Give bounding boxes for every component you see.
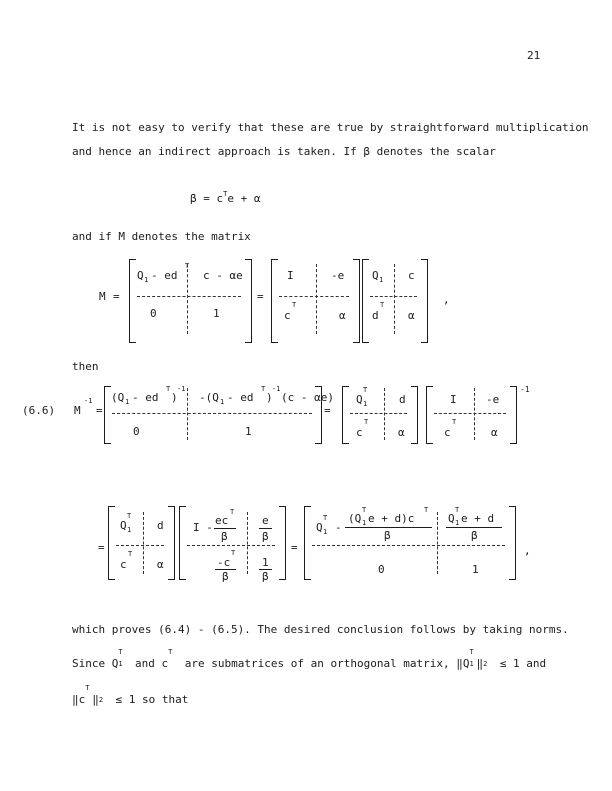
- final-m3-a21: 0: [378, 563, 385, 576]
- final-matrix-3-hdash: [312, 545, 505, 546]
- m-inverse-lhs: M: [74, 404, 81, 417]
- m3-a11-sub: 1: [379, 276, 384, 284]
- para3-norm-close: ‖: [476, 657, 484, 670]
- para3-so-that: ≤ 1 so that: [115, 693, 189, 706]
- eq66-a11-sub: 1: [125, 398, 130, 406]
- eq66-a11-open: (Q: [111, 391, 125, 404]
- para3-and-c: and c: [135, 657, 169, 670]
- eq66-a12-ed: - ed: [227, 391, 254, 404]
- equation-number: (6.6): [22, 404, 56, 417]
- page-number: 21: [527, 49, 541, 62]
- eq66-matrix-3-inverse: -1: [520, 385, 530, 394]
- eq66-m3-a22: α: [491, 426, 498, 439]
- final-m2-a21-num-sup: T: [231, 549, 236, 557]
- final-m1-a12: d: [157, 519, 164, 532]
- final-m1-a11-sup: T: [127, 512, 132, 520]
- m-a11-rest: - ed: [151, 269, 178, 282]
- eq66-a21: 0: [133, 425, 140, 438]
- eq66-m2-a21: c: [356, 426, 363, 439]
- eq66-equals-2: =: [324, 404, 331, 417]
- eq66-a11-ed: - ed: [132, 391, 159, 404]
- final-m3-a11-num-rest: e + d)c: [368, 512, 415, 525]
- final-m3-a12-num: Q: [448, 512, 455, 525]
- m3-a22: α: [408, 309, 415, 322]
- final-matrix-2-vdash: [247, 512, 248, 574]
- final-m2-a21-den: β: [222, 570, 229, 583]
- paragraph-1-line-2: and hence an indirect approach is taken. If β denotes the scalar: [72, 145, 496, 158]
- eq66-a12-sup-t: T: [261, 385, 266, 393]
- m2-a12: -e: [331, 269, 345, 282]
- eq66-m3-a21: c: [444, 426, 451, 439]
- eq66-a12-sub: 1: [220, 398, 225, 406]
- final-comma: ,: [524, 544, 531, 557]
- final-m3-a11-q-sup: T: [323, 514, 328, 522]
- final-m3-a12-num-rest: e + d: [461, 512, 495, 525]
- eq66-a12-rest: (c - αe): [281, 391, 334, 404]
- beta-rhs: e + α: [227, 192, 261, 205]
- final-m3-a11-q: Q: [316, 521, 323, 534]
- para3-q-sub: 1: [118, 660, 123, 668]
- final-m2-a22-num: 1: [262, 556, 269, 569]
- final-m2-a11-fracbar: [214, 528, 236, 529]
- final-m3-a22: 1: [472, 563, 479, 576]
- para3-norm-q-sup: T: [469, 648, 474, 656]
- eq66-a12-sup-inv: -1: [272, 385, 281, 393]
- final-m2-a11-i: I -: [193, 521, 213, 534]
- m3-a12: c: [408, 269, 415, 282]
- m3-a21-sup: T: [380, 301, 385, 309]
- final-m2-a11-num: ec: [215, 514, 229, 527]
- final-equals-1: =: [98, 541, 105, 554]
- paragraph-3-line-1: which proves (6.4) - (6.5). The desired conclusion follows by taking norms.: [72, 623, 569, 636]
- final-m1-a21: c: [120, 558, 127, 571]
- final-m3-a11-num-sub: 1: [362, 519, 367, 527]
- m2-a21-sup: T: [292, 301, 297, 309]
- final-m2-a11-den: β: [221, 530, 228, 543]
- final-matrix-1-vdash: [143, 512, 144, 574]
- m-a11-sup: T: [185, 262, 190, 270]
- final-matrix-3-right-bracket: [509, 506, 516, 580]
- eq66-m2-a21-sup: T: [364, 418, 369, 426]
- para3-q-sup: T: [118, 648, 123, 656]
- final-matrix-2-left-bracket: [179, 506, 186, 580]
- para3-norm-c-close: ‖: [92, 693, 99, 706]
- final-matrix-1-left-bracket: [108, 506, 115, 580]
- beta-sup: T: [223, 190, 228, 198]
- final-m2-a12-num: e: [262, 514, 269, 527]
- final-m3-a11-num-sup: T: [362, 506, 367, 514]
- eq66-m2-a12: d: [399, 393, 406, 406]
- final-m1-a22: α: [157, 558, 164, 571]
- para3-norm-2-sub: 2: [483, 660, 488, 668]
- m-a21: 0: [150, 307, 157, 320]
- m2-a21: c: [284, 309, 291, 322]
- eq66-m2-a11: Q: [356, 393, 363, 406]
- para3-submatrices: are submatrices of an orthogonal matrix, ‖Q: [184, 657, 470, 670]
- paragraph-3-line-2: [72, 648, 547, 671]
- eq66-a22: 1: [245, 425, 252, 438]
- eq66-equals: =: [96, 404, 103, 417]
- eq66-m2-a11-sup: T: [363, 386, 368, 394]
- m-inverse-sup: -1: [84, 397, 93, 405]
- eq66-m2-a22: α: [398, 426, 405, 439]
- final-m2-a12-fracbar: [259, 528, 272, 529]
- final-matrix-1-right-bracket: [168, 506, 175, 580]
- beta-lhs: β = c: [190, 192, 224, 205]
- eq66-m3-a11: I: [450, 393, 457, 406]
- para3-since-q: Since Q: [72, 657, 119, 670]
- final-matrix-1-hdash: [116, 545, 164, 546]
- eq66-a11-sup-t: T: [166, 385, 171, 393]
- paragraph-1-line-1: It is not easy to verify that these are true by straightforward multiplication: [72, 121, 589, 134]
- m-a22: 1: [213, 307, 220, 320]
- paragraph-3-line-3: [72, 684, 189, 707]
- final-matrix-2-right-bracket: [279, 506, 286, 580]
- final-m3-a12-num-sub: 1: [455, 519, 460, 527]
- m3-a11: Q: [372, 269, 379, 282]
- m3-a21: d: [372, 309, 379, 322]
- paragraph-2: and if M denotes the matrix: [72, 230, 251, 243]
- eq66-a11-sup-inv: -1: [177, 385, 186, 393]
- final-equals-2: =: [291, 541, 298, 554]
- final-m1-a21-sup: T: [128, 550, 133, 558]
- final-m3-a11-num-open: (Q: [348, 512, 362, 525]
- final-m3-a12-den: β: [471, 529, 478, 542]
- m-a11-q: Q: [137, 269, 144, 282]
- then-label: then: [72, 360, 99, 373]
- m2-a11: I: [287, 269, 294, 282]
- final-m3-a11-num-sup-2: T: [424, 506, 429, 514]
- eq66-a12-close: ): [266, 391, 273, 404]
- final-m3-a12-fracbar: [446, 527, 502, 528]
- eq66-a11-close: ): [171, 391, 178, 404]
- eq66-m2-a11-sub: 1: [363, 400, 368, 408]
- final-m1-a11-sub: 1: [127, 526, 132, 534]
- final-m3-a11-den: β: [384, 529, 391, 542]
- final-m3-a12-num-sup: T: [455, 506, 460, 514]
- m-a11-sub: 1: [144, 276, 149, 284]
- para3-norm-c-sup: T: [85, 684, 90, 692]
- m-a12: c - αe: [203, 269, 243, 282]
- eq66-m3-a12: -e: [486, 393, 500, 406]
- eq66-a12-open: -(Q: [199, 391, 219, 404]
- m-equals-2: =: [257, 290, 264, 303]
- final-m1-a11: Q: [120, 519, 127, 532]
- m-comma: ,: [443, 293, 450, 306]
- eq66-m3-a21-sup: T: [452, 418, 457, 426]
- final-m3-a11-q-sub: 1: [323, 528, 328, 536]
- m2-a22: α: [339, 309, 346, 322]
- final-m2-a22-den: β: [262, 570, 269, 583]
- final-matrix-3-left-bracket: [304, 506, 311, 580]
- m-symbol: M: [99, 290, 106, 303]
- para3-norm-c: ‖c: [72, 693, 86, 706]
- para3-norm-q-sub: 1: [469, 660, 474, 668]
- final-m2-a21-num: -c: [217, 556, 231, 569]
- final-m2-a11-num-sup: T: [230, 508, 235, 516]
- m-equals: =: [113, 290, 120, 303]
- final-m2-a12-den: β: [262, 530, 269, 543]
- final-m3-a11-fracbar: [345, 527, 432, 528]
- final-matrix-2-hdash: [187, 545, 275, 546]
- para3-leq-one-and: ≤ 1 and: [499, 657, 547, 670]
- final-m3-a11-minus: -: [335, 521, 342, 534]
- para3-norm-c-sub: 2: [98, 696, 104, 704]
- para3-c-sup: T: [168, 648, 173, 656]
- final-matrix-3-vdash: [437, 512, 438, 574]
